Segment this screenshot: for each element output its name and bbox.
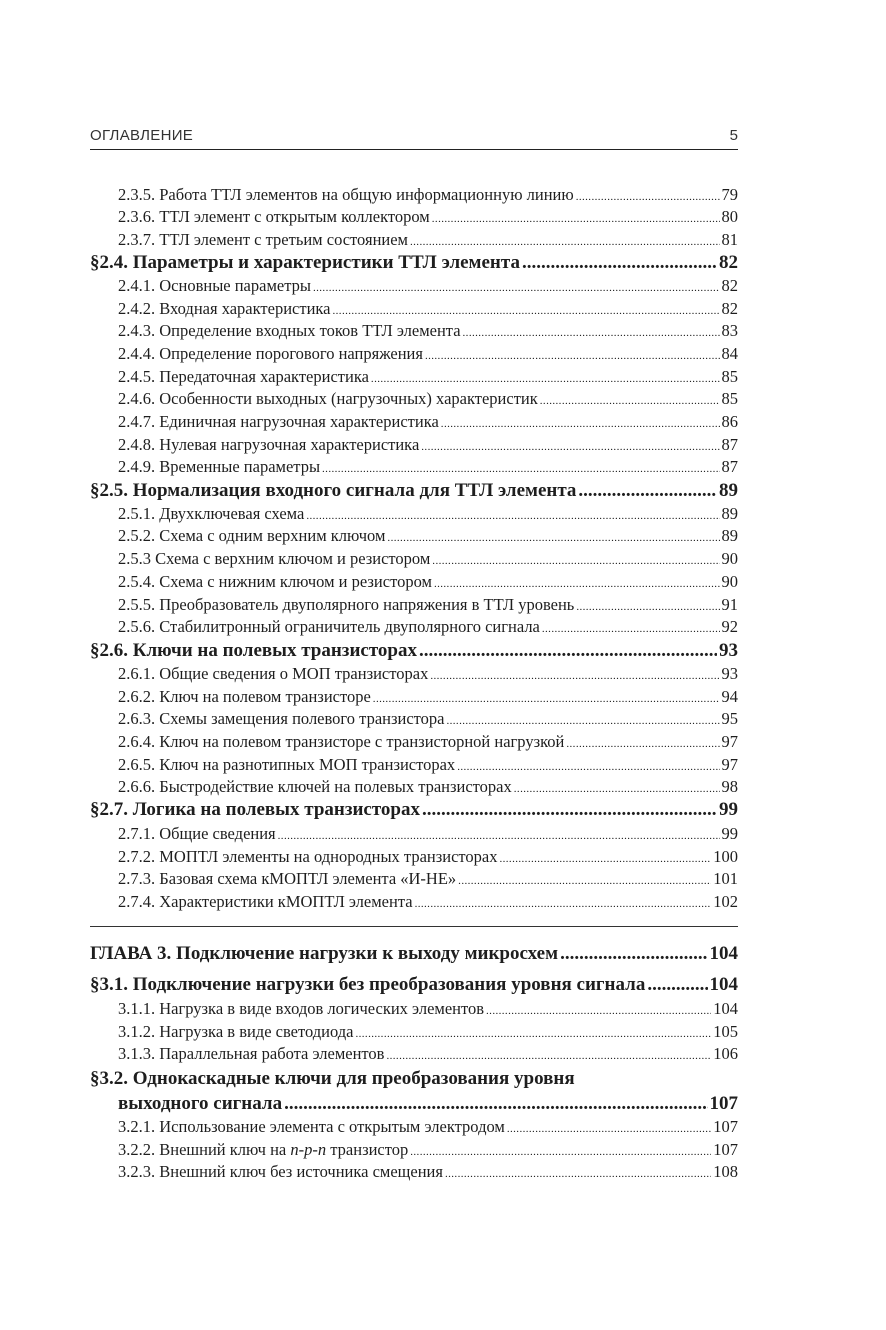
toc-section: §2.7. Логика на полевых транзисторах ..... 99 [90, 799, 738, 821]
toc-entry: 2.5.4. Схема с нижним ключом и резистором ..... 90 [118, 571, 738, 593]
toc-entry: 2.5.1. Двухключевая схема ..... 89 [118, 503, 738, 525]
toc-entry: 3.1.2. Нагрузка в виде светодиода ..... 105 [118, 1021, 738, 1043]
toc-entry: 2.7.2. МОПТЛ элементы на однородных транзисторах ..... 100 [118, 846, 738, 868]
toc-entry: 2.4.4. Определение порогового напряжения ..... 84 [118, 343, 738, 365]
toc-entry: 2.4.7. Единичная нагрузочная характеристика ..... 86 [118, 411, 738, 433]
toc-entry: 3.1.3. Параллельная работа элементов ..... 106 [118, 1043, 738, 1065]
chapter-divider [90, 926, 738, 927]
toc-entry: 3.2.3. Внешний ключ без источника смещения ..... 108 [118, 1161, 738, 1183]
toc-section: §2.5. Нормализация входного сигнала для ТТЛ элемента ..... 89 [90, 480, 738, 502]
toc-section: §2.4. Параметры и характеристики ТТЛ элемента ..... 82 [90, 252, 738, 274]
toc-entry: 2.7.1. Общие сведения ..... 99 [118, 823, 738, 845]
toc-entry: 2.5.6. Стабилитронный ограничитель двуполярного сигнала ..... 92 [118, 616, 738, 638]
toc-entry: 2.4.6. Особенности выходных (нагрузочных) характеристик ..... 85 [118, 388, 738, 410]
toc-entry: 3.1.1. Нагрузка в виде входов логических элементов ..... 104 [118, 998, 738, 1020]
toc-entry: 2.3.7. ТТЛ элемент с третьим состоянием ..... 81 [118, 229, 738, 251]
toc-entry: 3.2.1. Использование элемента с открытым электродом ..... 107 [118, 1116, 738, 1138]
toc-entry: 2.6.3. Схемы замещения полевого транзистора ..... 95 [118, 708, 738, 730]
toc-entry: 2.5.5. Преобразователь двуполярного напряжения в ТТЛ уровень ..... 91 [118, 594, 738, 616]
toc-entry: 2.5.2. Схема с одним верхним ключом ..... 89 [118, 525, 738, 547]
toc-entry: 2.6.6. Быстродействие ключей на полевых транзисторах ..... 98 [118, 776, 738, 798]
page-number: 5 [729, 127, 738, 144]
toc-section: §2.6. Ключи на полевых транзисторах ..... 93 [90, 640, 738, 662]
toc-entry: 2.5.3 Схема с верхним ключом и резистором ..... 90 [118, 548, 738, 570]
running-header [90, 127, 738, 150]
toc-entry: 2.6.1. Общие сведения о МОП транзисторах ..... 93 [118, 663, 738, 685]
toc-entry: 2.7.3. Базовая схема кМОПТЛ элемента «И-НЕ» ..... 101 [118, 868, 738, 890]
toc-entry: 2.6.4. Ключ на полевом транзисторе с транзисторной нагрузкой ..... 97 [118, 731, 738, 753]
toc-entry: 2.4.8. Нулевая нагрузочная характеристика ..... 87 [118, 434, 738, 456]
toc-entry: 2.4.2. Входная характеристика ..... 82 [118, 298, 738, 320]
toc-entry: 2.3.6. ТТЛ элемент с открытым коллектором ..... 80 [118, 206, 738, 228]
toc-entry: 3.2.2. Внешний ключ на n-p-n транзистор ..... 107 [118, 1139, 738, 1161]
toc-section-continuation: выходного сигнала ..... 107 [118, 1093, 738, 1115]
toc-chapter: ГЛАВА 3. Подключение нагрузки к выходу микросхем ..... 104 [90, 943, 738, 965]
toc-entry: 2.4.1. Основные параметры ..... 82 [118, 275, 738, 297]
toc-section: §3.2. Однокаскадные ключи для преобразования уровня [90, 1068, 575, 1089]
toc-entry: 2.3.5. Работа ТТЛ элементов на общую информационную линию ..... 79 [118, 184, 738, 206]
toc-entry: 2.6.2. Ключ на полевом транзисторе ..... 94 [118, 686, 738, 708]
header-title: ОГЛАВЛЕНИЕ [90, 127, 194, 144]
toc-entry: 2.4.9. Временные параметры ..... 87 [118, 456, 738, 478]
toc-entry: 2.7.4. Характеристики кМОПТЛ элемента ..... 102 [118, 891, 738, 913]
toc-entry: 2.4.5. Передаточная характеристика ..... 85 [118, 366, 738, 388]
toc-entry: 2.4.3. Определение входных токов ТТЛ элемента ..... 83 [118, 320, 738, 342]
toc-entry: 2.6.5. Ключ на разнотипных МОП транзисторах ..... 97 [118, 754, 738, 776]
toc-section: §3.1. Подключение нагрузки без преобразования уровня сигнала ..... 104 [90, 974, 738, 996]
